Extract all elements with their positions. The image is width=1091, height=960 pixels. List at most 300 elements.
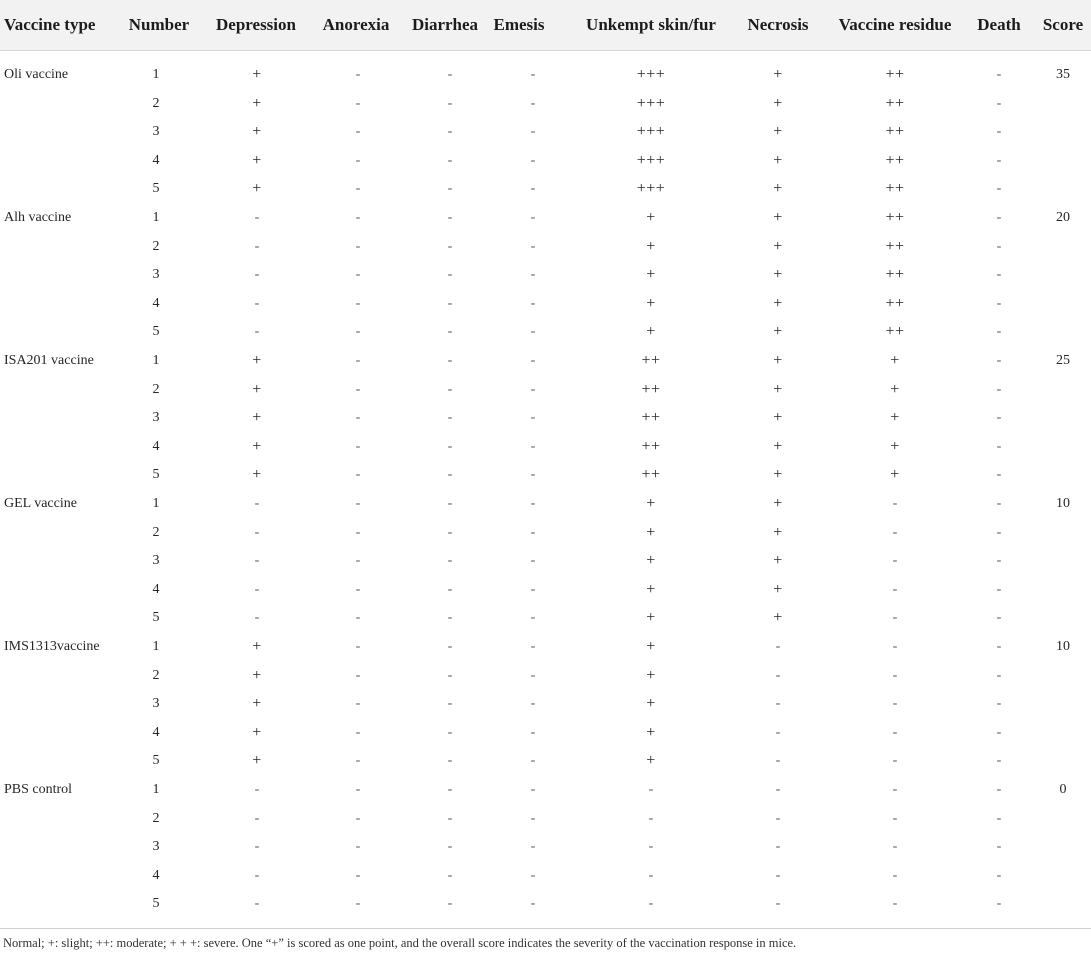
cell-death: -: [996, 267, 1002, 283]
cell-diarrhea: -: [447, 181, 453, 197]
cell-number: 4: [152, 724, 160, 740]
cell-vaccine-residue: ++: [885, 180, 905, 198]
cell-anorexia: -: [355, 353, 361, 368]
column-header-number: Number: [128, 15, 190, 34]
cell-vaccine-residue: -: [892, 639, 898, 654]
table-row: [0, 490, 1091, 519]
cell-score: 10: [1056, 496, 1070, 511]
cell-number: 1: [152, 353, 160, 368]
cell-necrosis: -: [775, 782, 781, 797]
cell-necrosis: +: [773, 466, 783, 484]
cell-emesis: -: [530, 782, 536, 797]
cell-diarrhea: -: [447, 438, 453, 454]
cell-depression: -: [254, 782, 260, 797]
column-header-death: Death: [977, 15, 1021, 34]
table-row: [0, 890, 1091, 919]
table-row: [0, 833, 1091, 862]
table-row: [0, 662, 1091, 691]
cell-death: -: [996, 353, 1002, 368]
cell-unkempt-skin-fur: +: [646, 523, 656, 541]
cell-emesis: -: [530, 639, 536, 654]
cell-depression: +: [252, 123, 262, 141]
cell-number: 2: [152, 238, 160, 254]
cell-unkempt-skin-fur: +: [646, 752, 656, 770]
table-row: [0, 147, 1091, 176]
cell-vaccine-type: Alh vaccine: [4, 210, 72, 225]
cell-anorexia: -: [355, 67, 361, 82]
cell-vaccine-residue: -: [892, 839, 898, 855]
cell-depression: -: [254, 496, 260, 511]
cell-diarrhea: -: [447, 95, 453, 111]
cell-death: -: [996, 610, 1002, 626]
cell-unkempt-skin-fur: +++: [636, 94, 666, 112]
cell-depression: +: [252, 180, 262, 198]
cell-diarrhea: -: [447, 553, 453, 569]
cell-anorexia: -: [355, 810, 361, 826]
cell-diarrhea: -: [447, 724, 453, 740]
column-header-unkempt-skin-fur: Unkempt skin/fur: [586, 15, 716, 34]
cell-necrosis: -: [775, 896, 781, 912]
cell-emesis: -: [530, 267, 536, 283]
cell-depression: +: [252, 723, 262, 741]
cell-death: -: [996, 867, 1002, 883]
cell-anorexia: -: [355, 381, 361, 397]
cell-necrosis: +: [773, 294, 783, 312]
cell-diarrhea: -: [447, 353, 453, 368]
cell-unkempt-skin-fur: ++: [641, 380, 661, 398]
cell-necrosis: +: [773, 380, 783, 398]
cell-emesis: -: [530, 324, 536, 340]
cell-anorexia: -: [355, 753, 361, 769]
table-row: [0, 604, 1091, 633]
cell-number: 2: [152, 810, 160, 826]
table-header: [0, 0, 1091, 51]
cell-emesis: -: [530, 152, 536, 168]
cell-emesis: -: [530, 696, 536, 712]
cell-necrosis: +: [773, 237, 783, 255]
cell-number: 5: [152, 896, 160, 912]
cell-diarrhea: -: [447, 782, 453, 797]
column-header-depression: Depression: [216, 15, 296, 34]
cell-depression: -: [254, 238, 260, 254]
cell-number: 1: [152, 210, 160, 225]
table-row: [0, 805, 1091, 834]
cell-emesis: -: [530, 581, 536, 597]
cell-unkempt-skin-fur: +: [646, 323, 656, 341]
cell-necrosis: +: [773, 609, 783, 627]
cell-necrosis: -: [775, 839, 781, 855]
cell-vaccine-residue: -: [892, 782, 898, 797]
cell-anorexia: -: [355, 95, 361, 111]
cell-anorexia: -: [355, 524, 361, 540]
cell-anorexia: -: [355, 210, 361, 225]
cell-vaccine-residue: +: [890, 466, 900, 484]
table-row: [0, 519, 1091, 548]
table-row: [0, 747, 1091, 776]
cell-anorexia: -: [355, 610, 361, 626]
table-row: [0, 547, 1091, 576]
cell-number: 4: [152, 152, 160, 168]
table-row: [0, 61, 1091, 90]
cell-depression: +: [252, 151, 262, 169]
table-row: [0, 90, 1091, 119]
cell-anorexia: -: [355, 496, 361, 511]
cell-vaccine-residue: ++: [885, 294, 905, 312]
cell-number: 2: [152, 667, 160, 683]
cell-vaccine-residue: ++: [885, 266, 905, 284]
cell-anorexia: -: [355, 152, 361, 168]
cell-vaccine-residue: +: [890, 409, 900, 427]
cell-anorexia: -: [355, 238, 361, 254]
cell-number: 1: [152, 496, 160, 511]
cell-emesis: -: [530, 410, 536, 426]
cell-death: -: [996, 724, 1002, 740]
cell-vaccine-residue: ++: [885, 237, 905, 255]
cell-unkempt-skin-fur: +: [646, 552, 656, 570]
cell-unkempt-skin-fur: +: [646, 638, 656, 655]
cell-vaccine-residue: -: [892, 553, 898, 569]
cell-death: -: [996, 667, 1002, 683]
cell-anorexia: -: [355, 782, 361, 797]
cell-diarrhea: -: [447, 324, 453, 340]
cell-diarrhea: -: [447, 467, 453, 483]
cell-anorexia: -: [355, 896, 361, 912]
cell-anorexia: -: [355, 581, 361, 597]
cell-necrosis: +: [773, 123, 783, 141]
cell-death: -: [996, 438, 1002, 454]
footer-rule: [0, 928, 1091, 929]
table-row: [0, 576, 1091, 605]
cell-death: -: [996, 639, 1002, 654]
cell-necrosis: -: [775, 724, 781, 740]
cell-vaccine-type: GEL vaccine: [4, 496, 77, 511]
cell-depression: -: [254, 267, 260, 283]
cell-diarrhea: -: [447, 810, 453, 826]
cell-unkempt-skin-fur: +: [646, 237, 656, 255]
cell-necrosis: -: [775, 753, 781, 769]
cell-death: -: [996, 95, 1002, 111]
cell-unkempt-skin-fur: +: [646, 580, 656, 598]
column-header-diarrhea: Diarrhea: [411, 15, 479, 34]
table-row: [0, 376, 1091, 405]
table-row: [0, 347, 1091, 376]
cell-emesis: -: [530, 467, 536, 483]
cell-vaccine-residue: -: [892, 581, 898, 597]
cell-emesis: -: [530, 753, 536, 769]
cell-number: 3: [152, 696, 160, 712]
cell-vaccine-residue: ++: [885, 123, 905, 141]
cell-diarrhea: -: [447, 124, 453, 140]
cell-vaccine-residue: -: [892, 610, 898, 626]
cell-emesis: -: [530, 381, 536, 397]
cell-depression: +: [252, 380, 262, 398]
cell-number: 4: [152, 581, 160, 597]
cell-emesis: -: [530, 496, 536, 511]
cell-necrosis: +: [773, 409, 783, 427]
cell-death: -: [996, 839, 1002, 855]
cell-emesis: -: [530, 839, 536, 855]
cell-score: 20: [1056, 210, 1070, 225]
table-row: [0, 261, 1091, 290]
cell-diarrhea: -: [447, 753, 453, 769]
cell-unkempt-skin-fur: ++: [641, 437, 661, 455]
cell-depression: +: [252, 352, 262, 369]
cell-necrosis: -: [775, 810, 781, 826]
table-row: [0, 862, 1091, 891]
cell-emesis: -: [530, 724, 536, 740]
table-footnote: Normal; +: slight; ++: moderate; + + +: severe. One “+” is scored as one point, and the overall score indicates the severity of the vaccination response in mice.: [3, 936, 797, 950]
cell-number: 4: [152, 295, 160, 311]
cell-emesis: -: [530, 610, 536, 626]
cell-depression: +: [252, 695, 262, 713]
cell-death: -: [996, 581, 1002, 597]
cell-depression: +: [252, 94, 262, 112]
cell-score: 25: [1056, 353, 1070, 368]
cell-diarrhea: -: [447, 381, 453, 397]
cell-vaccine-residue: +: [890, 352, 900, 369]
cell-necrosis: +: [773, 523, 783, 541]
cell-necrosis: -: [775, 667, 781, 683]
cell-number: 3: [152, 267, 160, 283]
cell-death: -: [996, 152, 1002, 168]
cell-unkempt-skin-fur: +: [646, 609, 656, 627]
cell-anorexia: -: [355, 438, 361, 454]
cell-unkempt-skin-fur: -: [648, 867, 654, 883]
cell-emesis: -: [530, 181, 536, 197]
cell-depression: -: [254, 524, 260, 540]
cell-death: -: [996, 324, 1002, 340]
column-header-vaccine-residue: Vaccine residue: [838, 15, 952, 34]
table-row: [0, 318, 1091, 347]
cell-death: -: [996, 410, 1002, 426]
cell-depression: +: [252, 666, 262, 684]
cell-necrosis: +: [773, 66, 783, 83]
cell-number: 1: [152, 67, 160, 82]
cell-death: -: [996, 67, 1002, 82]
cell-death: -: [996, 467, 1002, 483]
cell-number: 3: [152, 124, 160, 140]
cell-emesis: -: [530, 210, 536, 225]
cell-anorexia: -: [355, 667, 361, 683]
cell-depression: -: [254, 610, 260, 626]
table-row: [0, 433, 1091, 462]
cell-necrosis: +: [773, 552, 783, 570]
cell-number: 1: [152, 782, 160, 797]
cell-death: -: [996, 124, 1002, 140]
cell-number: 4: [152, 438, 160, 454]
cell-anorexia: -: [355, 696, 361, 712]
cell-unkempt-skin-fur: +: [646, 666, 656, 684]
cell-death: -: [996, 381, 1002, 397]
cell-anorexia: -: [355, 839, 361, 855]
cell-unkempt-skin-fur: -: [648, 782, 654, 797]
table-row: [0, 776, 1091, 805]
table-row: [0, 175, 1091, 204]
cell-anorexia: -: [355, 124, 361, 140]
cell-number: 3: [152, 553, 160, 569]
cell-necrosis: +: [773, 266, 783, 284]
cell-depression: -: [254, 553, 260, 569]
table-row: [0, 633, 1091, 662]
cell-vaccine-residue: -: [892, 524, 898, 540]
cell-unkempt-skin-fur: +: [646, 266, 656, 284]
column-header-necrosis: Necrosis: [747, 15, 809, 34]
cell-score: 0: [1059, 782, 1067, 797]
cell-necrosis: +: [773, 580, 783, 598]
cell-emesis: -: [530, 438, 536, 454]
cell-number: 1: [152, 639, 160, 654]
cell-necrosis: +: [773, 180, 783, 198]
cell-vaccine-residue: -: [892, 810, 898, 826]
cell-death: -: [996, 496, 1002, 511]
cell-unkempt-skin-fur: +: [646, 209, 656, 226]
cell-vaccine-residue: ++: [885, 151, 905, 169]
cell-depression: +: [252, 66, 262, 83]
column-header-anorexia: Anorexia: [322, 15, 390, 34]
cell-emesis: -: [530, 95, 536, 111]
cell-death: -: [996, 238, 1002, 254]
cell-unkempt-skin-fur: +: [646, 495, 656, 512]
table-row: [0, 404, 1091, 433]
cell-necrosis: -: [775, 867, 781, 883]
cell-emesis: -: [530, 553, 536, 569]
cell-diarrhea: -: [447, 410, 453, 426]
cell-diarrhea: -: [447, 210, 453, 225]
cell-unkempt-skin-fur: +++: [636, 180, 666, 198]
cell-emesis: -: [530, 295, 536, 311]
cell-emesis: -: [530, 238, 536, 254]
cell-necrosis: -: [775, 639, 781, 654]
cell-death: -: [996, 181, 1002, 197]
cell-unkempt-skin-fur: +: [646, 723, 656, 741]
cell-number: 5: [152, 467, 160, 483]
cell-score: 10: [1056, 639, 1070, 654]
cell-diarrhea: -: [447, 267, 453, 283]
cell-depression: +: [252, 437, 262, 455]
cell-vaccine-residue: -: [892, 667, 898, 683]
cell-death: -: [996, 696, 1002, 712]
cell-anorexia: -: [355, 639, 361, 654]
cell-unkempt-skin-fur: ++: [641, 466, 661, 484]
cell-diarrhea: -: [447, 639, 453, 654]
cell-anorexia: -: [355, 724, 361, 740]
cell-diarrhea: -: [447, 896, 453, 912]
cell-unkempt-skin-fur: ++: [641, 352, 661, 369]
cell-necrosis: -: [775, 696, 781, 712]
table-row: [0, 461, 1091, 490]
cell-diarrhea: -: [447, 839, 453, 855]
cell-diarrhea: -: [447, 696, 453, 712]
column-header-vaccine-type: Vaccine type: [4, 15, 96, 34]
table-row: [0, 233, 1091, 262]
cell-death: -: [996, 295, 1002, 311]
cell-number: 5: [152, 610, 160, 626]
cell-vaccine-type: PBS control: [4, 782, 73, 797]
cell-depression: -: [254, 867, 260, 883]
cell-number: 3: [152, 410, 160, 426]
cell-anorexia: -: [355, 267, 361, 283]
cell-number: 5: [152, 324, 160, 340]
cell-diarrhea: -: [447, 581, 453, 597]
cell-depression: -: [254, 295, 260, 311]
cell-necrosis: +: [773, 352, 783, 369]
table-row: [0, 719, 1091, 748]
cell-number: 2: [152, 95, 160, 111]
cell-death: -: [996, 810, 1002, 826]
cell-diarrhea: -: [447, 152, 453, 168]
cell-unkempt-skin-fur: +++: [636, 151, 666, 169]
cell-anorexia: -: [355, 295, 361, 311]
cell-diarrhea: -: [447, 238, 453, 254]
cell-unkempt-skin-fur: +: [646, 294, 656, 312]
cell-depression: -: [254, 810, 260, 826]
cell-number: 3: [152, 839, 160, 855]
cell-vaccine-type: Oli vaccine: [4, 67, 69, 82]
cell-vaccine-residue: +: [890, 437, 900, 455]
cell-vaccine-residue: ++: [885, 94, 905, 112]
cell-emesis: -: [530, 124, 536, 140]
cell-diarrhea: -: [447, 67, 453, 82]
cell-vaccine-residue: ++: [885, 66, 905, 83]
cell-vaccine-residue: +: [890, 380, 900, 398]
cell-depression: -: [254, 324, 260, 340]
cell-anorexia: -: [355, 867, 361, 883]
cell-diarrhea: -: [447, 667, 453, 683]
table-row: [0, 690, 1091, 719]
table-row: [0, 118, 1091, 147]
cell-number: 5: [152, 753, 160, 769]
cell-depression: +: [252, 752, 262, 770]
cell-death: -: [996, 896, 1002, 912]
cell-unkempt-skin-fur: +: [646, 695, 656, 713]
cell-number: 2: [152, 381, 160, 397]
cell-necrosis: +: [773, 209, 783, 226]
cell-vaccine-residue: -: [892, 753, 898, 769]
cell-depression: -: [254, 896, 260, 912]
cell-number: 2: [152, 524, 160, 540]
cell-diarrhea: -: [447, 610, 453, 626]
cell-unkempt-skin-fur: -: [648, 839, 654, 855]
cell-unkempt-skin-fur: +++: [636, 66, 666, 83]
cell-diarrhea: -: [447, 867, 453, 883]
cell-anorexia: -: [355, 553, 361, 569]
cell-number: 5: [152, 181, 160, 197]
cell-vaccine-residue: ++: [885, 323, 905, 341]
cell-diarrhea: -: [447, 496, 453, 511]
cell-death: -: [996, 782, 1002, 797]
cell-diarrhea: -: [447, 295, 453, 311]
cell-depression: +: [252, 638, 262, 655]
cell-vaccine-residue: -: [892, 724, 898, 740]
cell-unkempt-skin-fur: -: [648, 810, 654, 826]
cell-anorexia: -: [355, 181, 361, 197]
cell-death: -: [996, 210, 1002, 225]
cell-emesis: -: [530, 896, 536, 912]
table-row: [0, 290, 1091, 319]
cell-depression: -: [254, 210, 260, 225]
cell-number: 4: [152, 867, 160, 883]
cell-anorexia: -: [355, 410, 361, 426]
cell-unkempt-skin-fur: -: [648, 896, 654, 912]
cell-anorexia: -: [355, 324, 361, 340]
cell-emesis: -: [530, 867, 536, 883]
cell-depression: -: [254, 581, 260, 597]
cell-emesis: -: [530, 353, 536, 368]
cell-vaccine-residue: -: [892, 867, 898, 883]
cell-score: 35: [1056, 67, 1070, 82]
cell-necrosis: +: [773, 151, 783, 169]
cell-vaccine-type: IMS1313vaccine: [4, 639, 100, 654]
